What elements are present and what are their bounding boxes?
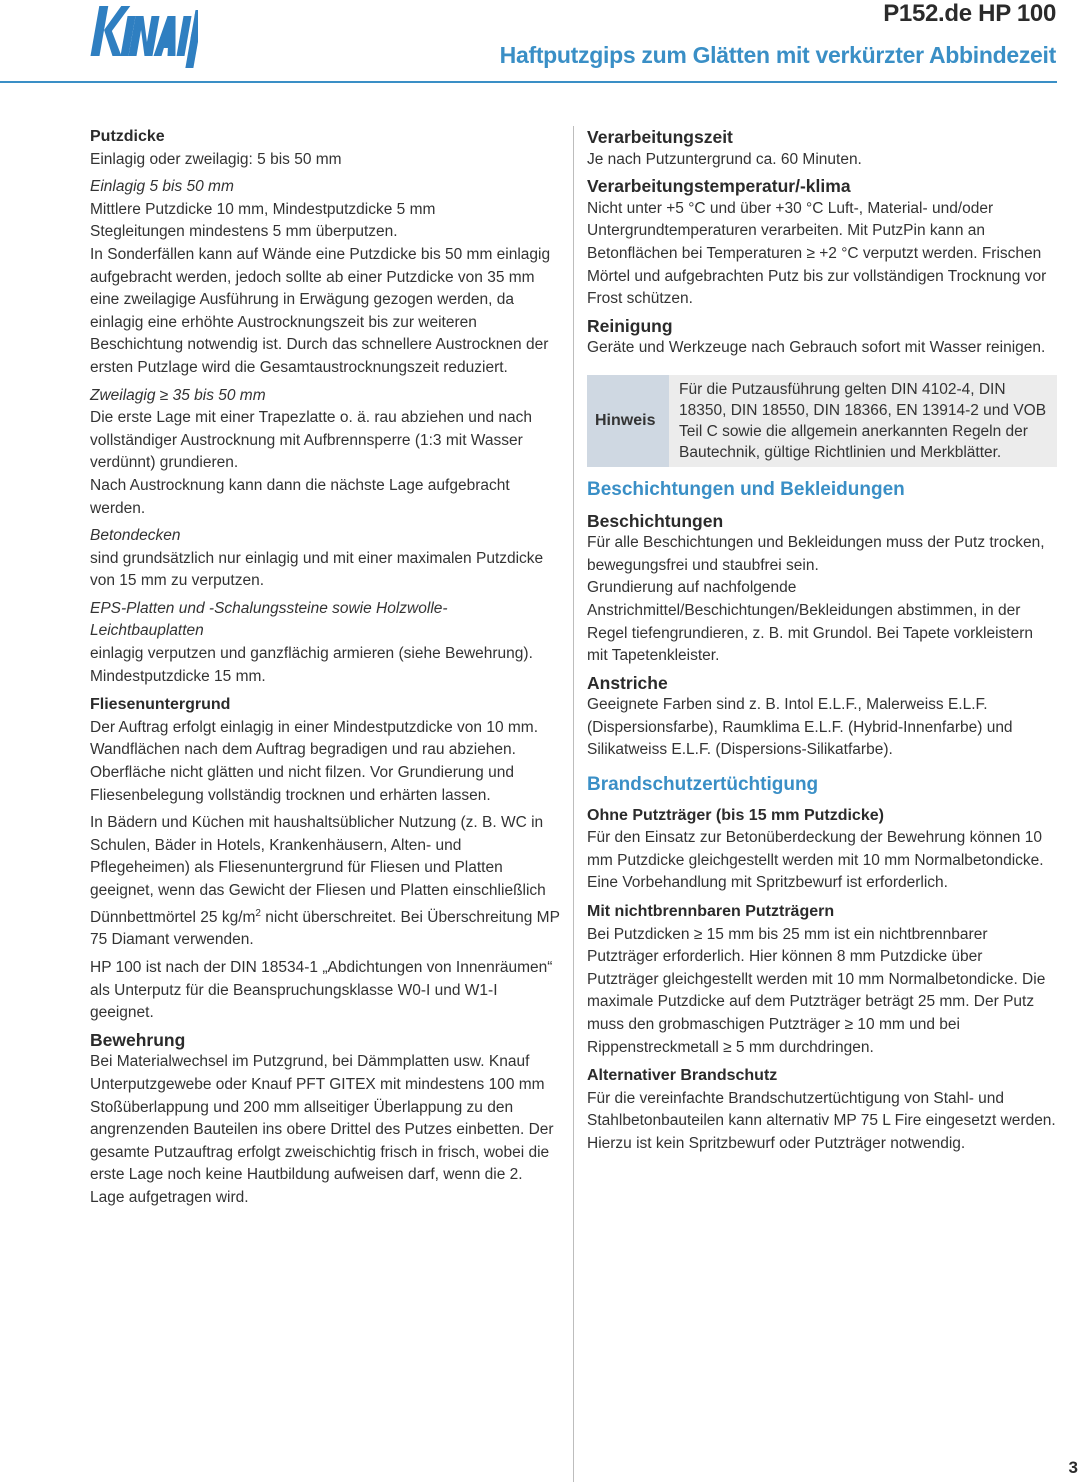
superscript: 2 — [255, 907, 261, 919]
eps-text-2: Mindestputzdicke 15 mm. — [90, 667, 266, 685]
putzdicke-text: Einlagig oder zweilagig: 5 bis 50 mm — [90, 150, 342, 168]
section-heading-anstriche: Anstriche — [587, 672, 668, 693]
verarbeitungszeit-text: Je nach Putzuntergrund ca. 60 Minuten. — [587, 150, 862, 168]
left-column — [90, 126, 560, 1209]
hinweis-box — [587, 375, 1057, 467]
fliesen-text-3: HP 100 ist nach der DIN 18534-1 „Abdichtungen von Innenräumen“ als Unterputz für die Beanspruchungsklasse W0-I und W1-I geeignet. — [90, 958, 553, 1022]
section-heading-alternativer-brandschutz: Alternativer Brandschutz — [587, 1067, 778, 1085]
zweilagig-text-2: Nach Austrocknung kann dann die nächste Lage aufgebracht werden. — [90, 476, 510, 517]
beschichtungen-text-2: Grundierung auf nachfolgende Anstrichmittel/Beschichtungen/Bekleidungen abstimmen, in der Regel tiefengrundieren, z. B. mit Grundol. Bei Tapete vorkleistern mit Tapetenkleister. — [587, 579, 1034, 665]
anstriche-text: Geeignete Farben sind z. B. Intol E.L.F., Malerweiss E.L.F. (Dispersionsfarbe), Raumklima E.L.F. (Hybrid-Innenfarbe) und Silikatweiss E.L.F. (Dispersions-Silikatfarbe). — [587, 696, 1013, 759]
temperatur-text: Nicht unter +5 °C und über +30 °C Luft-, Material- und/oder Untergrundtemperaturen verarbeiten. Mit PutzPin kann an Betonflächen bei Temperaturen ≥ +2 °C verputzt werden. Frischen Mörtel und aufgebrachten Putz bis zur vollständigen Trocknung vor Frost schützen. — [587, 199, 1047, 308]
fliesen-text-2b: nicht überschreitet. Bei Überschreitung MP 75 Diamant verwenden. — [90, 908, 560, 949]
bewehrung-text: Bei Materialwechsel im Putzgrund, bei Dämmplatten usw. Knauf Unterputzgewebe oder Knauf PFT GITEX mit mindestens 100 mm Stoßüberlappung und 200 mm allseitiger Überlappung zu den angrenzenden Bauteilen ins obere Drittel des Putzes einbetten. Der gesamte Putzauftrag erfolgt zweischichtig frisch in frisch, wobei die erste Lage noch keine Hautbildung aufweisen darf, wenn die 2. Lage aufgetragen wird. — [90, 1053, 554, 1206]
alternativer-brandschutz-text: Für die vereinfachte Brandschutzertüchtigung von Stahl- und Stahlbetonbauteilen kann alternativ MP 75 L Fire eingesetzt werden. Hierzu ist kein Spritzbewurf oder Putzträger notwendig. — [587, 1089, 1056, 1152]
knauf-logo — [90, 2, 198, 72]
betondecken-heading: Betondecken — [90, 527, 181, 545]
einlagig-heading: Einlagig 5 bis 50 mm — [90, 178, 234, 196]
column-divider — [573, 126, 574, 1482]
document-title: Haftputzgips zum Glätten mit verkürzter Abbindezeit — [499, 42, 1056, 68]
hinweis-text: Für die Putzausführung gelten DIN 4102-4, DIN 18350, DIN 18550, DIN 18366, EN 13914-2 und VOB Teil C sowie die allgemein anerkannten Regeln der Bautechnik, gültige Richtlinien und Merkblätter. — [669, 375, 1057, 467]
zweilagig-text-1: Die erste Lage mit einer Trapezlatte o. ä. rau abziehen und nach vollständiger Austrocknung mit Aufbrennsperre (1:3 mit Wasser verdünnt) grundieren. — [90, 409, 533, 472]
reinigung-text: Geräte und Werkzeuge nach Gebrauch sofort mit Wasser reinigen. — [587, 339, 1046, 357]
ohne-putztraeger-text: Für den Einsatz zur Betonüberdeckung der Bewehrung können 10 mm Putzdicke gleichgestellt werden mit 10 mm Normalbetondicke. Eine Vorbehandlung mit Spritzbewurf ist erforderlich. — [587, 829, 1044, 892]
header-rule — [0, 81, 1057, 83]
eps-text-1: einlagig verputzen und ganzflächig armieren (siehe Bewehrung). — [90, 645, 533, 663]
section-title-brandschutz: Brandschutzertüchtigung — [587, 774, 819, 796]
beschichtungen-text-1: Für alle Beschichtungen und Bekleidungen muss der Putz trocken, bewegungsfrei und staubfrei sein. — [587, 534, 1045, 574]
mit-putztraeger-text: Bei Putzdicken ≥ 15 mm bis 25 mm ist ein nichtbrennbarer Putzträger erforderlich. Hier können 8 mm Putzdicke über Putzträger gleichgestellt werden mit 10 mm Normalbetondicke. Die maximale Putzdicke auf dem Putzträger beträgt 25 mm. Der Putz muss den grobmaschigen Putzträger ≥ 10 mm und bei Rippenstreckmetall ≥ 5 mm durchdringen. — [587, 925, 1046, 1056]
section-heading-mit-putztraeger: Mit nichtbrennbaren Putzträgern — [587, 903, 835, 921]
fliesen-text-2a: In Bädern und Küchen mit haushaltsüblicher Nutzung (z. B. WC in Schulen, Bäder in Hotels, Krankenhäusern, Alten- und Pflegeheimen) als Fliesenuntergrund für Fliesen und Platten geeignet, wenn das Gewicht der Fliesen und Platten einschließlich Dünnbettmörtel 25 kg/m — [90, 814, 546, 926]
section-heading-verarbeitungszeit: Verarbeitungszeit — [587, 127, 733, 147]
zweilagig-heading: Zweilagig ≥ 35 bis 50 mm — [90, 386, 266, 404]
right-column — [587, 126, 1057, 1156]
hinweis-label: Hinweis — [587, 375, 669, 467]
betondecken-text: sind grundsätzlich nur einlagig und mit einer maximalen Putzdicke von 15 mm zu verputzen. — [90, 549, 544, 590]
einlagig-text-2: Stegleitungen mindestens 5 mm überputzen. — [90, 223, 398, 241]
einlagig-text-1: Mittlere Putzdicke 10 mm, Mindestputzdicke 5 mm — [90, 200, 436, 218]
section-heading-putzdicke: Putzdicke — [90, 128, 165, 145]
section-heading-fliesenuntergrund: Fliesenuntergrund — [90, 696, 231, 714]
section-heading-bewehrung: Bewehrung — [90, 1029, 186, 1050]
fliesen-text-1: Der Auftrag erfolgt einlagig in einer Mindestputzdicke von 10 mm. Wandflächen nach dem Auftrag begradigen und rau abziehen. Oberfläche nicht glätten und nicht filzen. Vor Grundierung und Fliesenbelegung vollständig trocknen und erhärten lassen. — [90, 718, 539, 804]
fliesen-text-2 — [90, 812, 560, 952]
document-code: P152.de HP 100 — [883, 0, 1056, 27]
section-heading-reinigung: Reinigung — [587, 315, 673, 336]
section-heading-temperatur: Verarbeitungstemperatur/-klima — [587, 176, 851, 197]
eps-heading: EPS-Platten und -Schalungssteine sowie Holzwolle-Leichtbauplatten — [90, 599, 448, 640]
einlagig-text-3: In Sonderfällen kann auf Wände eine Putzdicke bis 50 mm einlagig aufgebracht werden, jedoch sollte ab einer Putzdicke von 35 mm eine zweilagige Ausführung in Erwägung gezogen werden, da einlagig eine erhöhte Austrocknungszeit bis zur weiteren Beschichtung notwendig ist. Durch das schnellere Austrocknen der ersten Putzlage wird die Gesamtaustrocknungszeit reduziert. — [90, 245, 551, 376]
section-title-beschichtungen: Beschichtungen und Bekleidungen — [587, 478, 905, 500]
section-heading-ohne-putztraeger: Ohne Putzträger (bis 15 mm Putzdicke) — [587, 806, 884, 824]
page-number: 3 — [1068, 1458, 1078, 1477]
section-heading-beschichtungen: Beschichtungen — [587, 510, 724, 531]
